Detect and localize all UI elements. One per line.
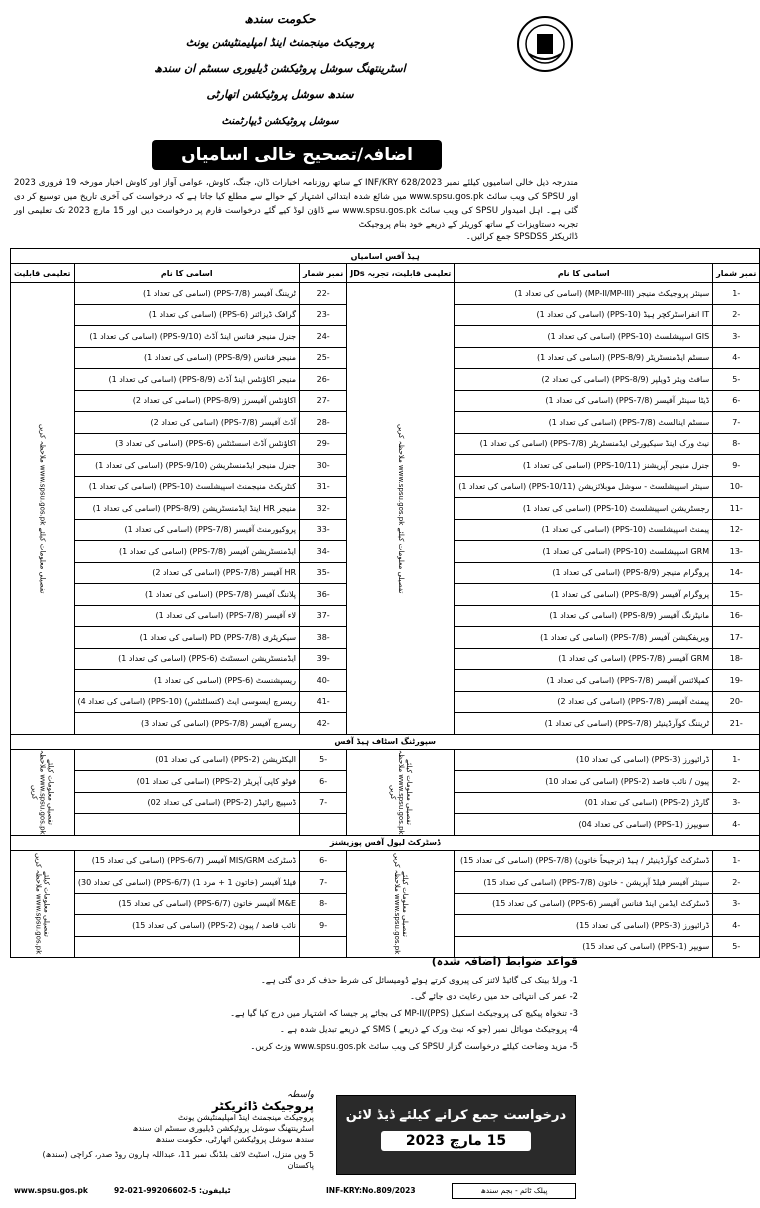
row-number: -19 [713, 670, 760, 692]
table-row [11, 283, 760, 305]
post-name: جنرل منیجر فنانس اینڈ آڈٹ (PPS-9/10) (اسامی کی تعداد 1) [74, 326, 299, 348]
row-number: -7 [713, 412, 760, 434]
row-number: -12 [713, 519, 760, 541]
row-number: -16 [713, 605, 760, 627]
row-number: -20 [713, 691, 760, 713]
row-number: -1 [713, 850, 760, 872]
post-name: GIS اسپیشلسٹ (PPS-10) (اسامی کی تعداد 1) [455, 326, 713, 348]
post-name: سافٹ ویئر ڈویلپر (PPS-8/9) (اسامی کی تعداد 2) [455, 369, 713, 391]
footer-phone: 92-021-99206602-5 :ٹیلیفون [114, 1186, 231, 1195]
via-label: واسطہ [286, 1090, 314, 1100]
govt-title: حکومت سندھ [244, 12, 316, 26]
row-number: -25 [300, 347, 347, 369]
row-number: -8 [300, 893, 347, 915]
publication-box: پبلک ٹائم - بجم سندھ [452, 1183, 576, 1199]
column-header: اسامی کا نام [455, 264, 713, 283]
section-row-supporting-staff [11, 734, 760, 749]
row-number: -35 [300, 562, 347, 584]
footer-ref: INF-KRY:No.809/2023 [326, 1186, 416, 1195]
post-name: گرافک ڈیزائنر (PPS-6) (اسامی کی تعداد 1) [74, 304, 299, 326]
column-header: نمبر شمار [713, 264, 760, 283]
section-title: ہیڈ آفس اسامیاں [11, 249, 760, 264]
post-name: ڈسٹرکٹ کوآرڈینیٹر / ہیڈ (ترجیحاً خاتون) (PPS-7/8) (اسامی کی تعداد 15) [455, 850, 713, 872]
post-name: مانیٹرنگ آفیسر (PPS-8/9) (اسامی کی تعداد 1) [455, 605, 713, 627]
list-item: 2- عمر کی انتہائی حد میں رعایت دی جائے گی۔ [410, 991, 578, 1002]
list-item: 1- ورلڈ بینک کی گائیڈ لائنز کی پیروی کرتے ہوئے ڈومیسائل کی شرط حذف کر دی گئی ہے۔ [260, 975, 578, 985]
post-name: الیکٹریشن (PPS-2) (اسامی کی تعداد 01) [74, 749, 299, 771]
post-name: ایڈمنسٹریشن اسسٹنٹ (PPS-6) (اسامی کی تعداد 1) [74, 648, 299, 670]
table-row [11, 749, 760, 771]
row-number: -9 [300, 915, 347, 937]
rules-title: قواعد ضوابط (اضافہ شدہ) [431, 955, 578, 968]
row-number: -30 [300, 455, 347, 477]
post-name: سسٹم ایڈمنسٹریٹر (PPS-8/9) (اسامی کی تعداد 1) [455, 347, 713, 369]
post-name: جنرل منیجر ایڈمنسٹریشن (PPS-9/10) (اسامی کی تعداد 1) [74, 455, 299, 477]
post-name: منیجر فنانس (PPS-8/9) (اسامی کی تعداد 1) [74, 347, 299, 369]
row-number: -13 [713, 541, 760, 563]
post-name: پروگرام آفیسر (PPS-8/9) (اسامی کی تعداد 1) [455, 584, 713, 606]
qualification-note: تفصیلی معلومات کیلئے www.spsu.gos.pk ملاحظہ کریں [11, 850, 75, 958]
post-name: IT انفراسٹرکچر ہیڈ (PPS-10) (اسامی کی تعداد 1) [455, 304, 713, 326]
footer-website: www.spsu.gos.pk [14, 1186, 88, 1195]
post-name: اکاؤنٹس آڈٹ اسسٹنٹس (PPS-6) (اسامی کی تعداد 3) [74, 433, 299, 455]
intro-text [14, 176, 578, 232]
post-name: ڈیٹا سینٹر آفیسر (PPS-7/8) (اسامی کی تعداد 1) [455, 390, 713, 412]
post-name: ٹریننگ کوآرڈینیٹر (PPS-7/8) (اسامی کی تعداد 1) [455, 713, 713, 735]
post-name: جنرل منیجر آپریشنز (PPS-10/11) (اسامی کی تعداد 1) [455, 455, 713, 477]
row-number: -6 [300, 771, 347, 793]
section-title: ڈسٹرکٹ لیول آفس پوزیشنز [11, 835, 760, 850]
post-name: پیمنٹ اسپیشلسٹ (PPS-10) (اسامی کی تعداد 1) [455, 519, 713, 541]
post-name: فیلڈ آفیسر (خاتون 1 + مرد 1) (PPS-6/7) (اسامی کی تعداد 30) [74, 872, 299, 894]
deadline-date: 15 مارچ 2023 [381, 1131, 531, 1151]
list-item: 5- مزید وضاحت کیلئے درخواست گزار SPSU کی ویب سائٹ www.spsu.gos.pk وزٹ کریں۔ [250, 1040, 578, 1051]
post-name: سسٹم اینالسٹ (PPS-7/8) (اسامی کی تعداد 1) [455, 412, 713, 434]
post-name: سینئر پروجیکٹ منیجر (MP-II/MP-III) (اسامی کی تعداد 1) [455, 283, 713, 305]
row-number: -21 [713, 713, 760, 735]
row-number: -5 [300, 749, 347, 771]
director-line: اسٹرینتھنگ سوشل پروٹیکشن ڈیلیوری سسٹم ان سندھ [132, 1124, 314, 1133]
row-number: -26 [300, 369, 347, 391]
row-number: -15 [713, 584, 760, 606]
posts-table [10, 248, 760, 958]
row-number: -7 [300, 792, 347, 814]
row-number: -38 [300, 627, 347, 649]
rules-list [14, 972, 578, 1054]
deadline-box [336, 1095, 576, 1175]
row-number: -2 [713, 872, 760, 894]
row-number: -3 [713, 893, 760, 915]
row-number: -37 [300, 605, 347, 627]
qualification-note: تفصیلی معلومات کیلئے www.spsu.gos.pk ملاحظہ کریں [347, 283, 455, 735]
row-number: -28 [300, 412, 347, 434]
row-number: -2 [713, 771, 760, 793]
director-line: پروجیکٹ مینجمنٹ اینڈ امپلیمنٹیشن یونٹ [177, 1113, 314, 1122]
post-name: ڈسپیچ رائیڈر (PPS-2) (اسامی کی تعداد 02) [74, 792, 299, 814]
row-number: -10 [713, 476, 760, 498]
post-name: سینئر آفیسر فیلڈ آپریشن - خاتون (PPS-7/8) (اسامی کی تعداد 15) [455, 872, 713, 894]
director-address: 5 ویں منزل، اسٹیٹ لائف بلڈنگ نمبر 11، عبداللہ ہارون روڈ صدر، کراچی (سندھ) پاکستان [42, 1150, 314, 1170]
post-name: کمپلائنس آفیسر (PPS-7/8) (اسامی کی تعداد 1) [455, 670, 713, 692]
row-number: -4 [713, 814, 760, 836]
qualification-note: تفصیلی معلومات کیلئے www.spsu.gos.pk ملاحظہ کریں [11, 283, 75, 735]
column-header: تعلیمی قابلیت، تجربہ JDs [347, 264, 455, 283]
post-name: پیمنٹ آفیسر (PPS-7/8) (اسامی کی تعداد 2) [455, 691, 713, 713]
row-number: -1 [713, 283, 760, 305]
post-name: HR آفیسر (PPS-7/8) (اسامی کی تعداد 2) [74, 562, 299, 584]
row-number: -3 [713, 326, 760, 348]
post-name: GRM آفیسر (PPS-7/8) (اسامی کی تعداد 1) [455, 648, 713, 670]
row-number: -24 [300, 326, 347, 348]
empty-cell [74, 814, 299, 836]
post-name: رجسٹریشن اسپیشلسٹ (PPS-10) (اسامی کی تعداد 1) [455, 498, 713, 520]
post-name: ٹریننگ آفیسر (PPS-7/8) (اسامی کی تعداد 1) [74, 283, 299, 305]
intro-paragraph: مندرجہ ذیل خالی اسامیوں کیلئے نمبر INF/KRY 628/2023 کے ساتھ روزنامہ اخبارات ڈان، جنگ، کاوش، عوامی آواز اور کاوش اخبار مورخہ 19 فروری 2023 اور SPSU کی ویب سائٹ www.spsu.gos.pk میں شائع شدہ ابتدائی اشتہار کے حوالے سے مطلع کیا جاتا ہے کہ درخواست کی آخری تاریخ میں توسیع کر دی گئی ہے۔ اہل امیدوار SPSU کی ویب سائٹ www.spsu.gos.pk سے ڈاؤن لوڈ کیے گئے درخواست فارم پر درخواست دیں اور 15 مارچ 2023 تک تعلیمی اور تجربہ دستاویزات کے ساتھ کوریئر کے ذریعے خود بنام پروجیکٹ [14, 178, 579, 230]
post-name: فوٹو کاپی آپریٹر (PPS-2) (اسامی کی تعداد 01) [74, 771, 299, 793]
row-number: -33 [300, 519, 347, 541]
row-number: -42 [300, 713, 347, 735]
row-number: -17 [713, 627, 760, 649]
row-number: -31 [300, 476, 347, 498]
post-name: نائب قاصد / پیون (PPS-2) (اسامی کی تعداد 15) [74, 915, 299, 937]
row-number: -2 [713, 304, 760, 326]
post-name: سویپر (PPS-1) (اسامی کی تعداد 15) [455, 936, 713, 958]
post-name: ڈرائیورز (PPS-3) (اسامی کی تعداد 15) [455, 915, 713, 937]
row-number: -41 [300, 691, 347, 713]
section-row-district-level [11, 835, 760, 850]
post-name: ڈسٹرکٹ MIS/GRM آفیسر (PPS-6/7) (اسامی کی تعداد 15) [74, 850, 299, 872]
section-row-head-office [11, 249, 760, 264]
deadline-title: درخواست جمع کرانے کیلئے ڈیڈ لائن [345, 1108, 567, 1123]
row-number: -6 [300, 850, 347, 872]
banner-title: اضافہ/تصحیح خالی اسامیاں [152, 140, 442, 170]
authority-title: سندھ سوشل پروٹیکشن اتھارٹی [206, 88, 354, 101]
row-number: -6 [713, 390, 760, 412]
qualification-note: تفصیلی معلومات کیلئے www.spsu.gos.pk ملاحظہ کریں [11, 749, 75, 835]
row-number: -8 [713, 433, 760, 455]
government-seal-icon [515, 14, 575, 74]
post-name: نیٹ ورک اینڈ سیکیورٹی ایڈمنسٹریٹر (PPS-7/8) (اسامی کی تعداد 1) [455, 433, 713, 455]
director-block [14, 1090, 314, 1171]
post-name: پروکیورمنٹ آفیسر (PPS-7/8) (اسامی کی تعداد 1) [74, 519, 299, 541]
qualification-note: تفصیلی معلومات کیلئے www.spsu.gos.pk ملاحظہ کریں [347, 749, 455, 835]
table-header [11, 264, 760, 283]
column-header: تعلیمی قابلیت [11, 264, 75, 283]
row-number: -4 [713, 347, 760, 369]
row-number: -1 [713, 749, 760, 771]
row-number: -5 [713, 936, 760, 958]
director-title: پروجیکٹ ڈائریکٹر [211, 1099, 314, 1113]
post-name: گارڈز (PPS-2) (اسامی کی تعداد 01) [455, 792, 713, 814]
row-number: -29 [300, 433, 347, 455]
row-number: -34 [300, 541, 347, 563]
row-number: -9 [713, 455, 760, 477]
row-number: -22 [300, 283, 347, 305]
list-item: 3- تنخواہ پیکیج کی پروجیکٹ اسکیل MP-II/(PPS) کی بجائے پر جیسا کہ اشتہار میں درج کیا گیا ہے۔ [230, 1007, 578, 1018]
row-number: -7 [300, 872, 347, 894]
row-number: -14 [713, 562, 760, 584]
post-name: ویریفکیشن آفیسر (PPS-7/8) (اسامی کی تعداد 1) [455, 627, 713, 649]
post-name: سویپرز (PPS-1) (اسامی کی تعداد 04) [455, 814, 713, 836]
post-name: ریسرچ آفیسر (PPS-7/8) (اسامی کی تعداد 3) [74, 713, 299, 735]
row-number: -27 [300, 390, 347, 412]
row-number: -32 [300, 498, 347, 520]
row-number: -11 [713, 498, 760, 520]
column-header: اسامی کا نام [74, 264, 299, 283]
post-name: سیکریٹری PD (PPS-7/8) (اسامی کی تعداد 1) [74, 627, 299, 649]
post-name: سینئر اسپیشلسٹ - سوشل موبلائزیشن (PPS-10/11) (اسامی کی تعداد 1) [455, 476, 713, 498]
row-number: -18 [713, 648, 760, 670]
unit-title: پروجیکٹ مینجمنٹ اینڈ امپلیمنٹیشن یونٹ [185, 36, 375, 49]
row-number: -40 [300, 670, 347, 692]
empty-cell [300, 814, 347, 836]
director-line: سندھ سوشل پروٹیکشن اتھارٹی، حکومت سندھ [155, 1135, 314, 1144]
program-title: اسٹرینتھنگ سوشل پروٹیکشن ڈیلیوری سسٹم ان سندھ [154, 62, 406, 75]
department-title: سوشل پروٹیکشن ڈیپارٹمنٹ [221, 116, 339, 127]
column-header: نمبر شمار [300, 264, 347, 283]
row-number: -4 [713, 915, 760, 937]
post-name: کنٹریکٹ منیجمنٹ اسپیشلسٹ (PPS-10) (اسامی کی تعداد 1) [74, 476, 299, 498]
row-number: -36 [300, 584, 347, 606]
list-item: 4- پروجیکٹ موبائل نمبر (جو کہ نیٹ ورک کے ذریعے ) SMS کے ذریعے تبدیل شدہ ہے ۔ [279, 1024, 578, 1035]
row-number: -5 [713, 369, 760, 391]
post-name: منیجر HR اینڈ ایڈمنسٹریشن (PPS-8/9) (اسامی کی تعداد 1) [74, 498, 299, 520]
post-name: پلاننگ آفیسر (PPS-7/8) (اسامی کی تعداد 1) [74, 584, 299, 606]
post-name: آڈٹ آفیسر (PPS-7/8) (اسامی کی تعداد 2) [74, 412, 299, 434]
post-name: منیجر اکاؤنٹس اینڈ آڈٹ (PPS-8/9) (اسامی کی تعداد 1) [74, 369, 299, 391]
post-name: پیون / نائب قاصد (PPS-2) (اسامی کی تعداد 10) [455, 771, 713, 793]
row-number: -39 [300, 648, 347, 670]
post-name: پروگرام منیجر (PPS-8/9) (اسامی کی تعداد 1) [455, 562, 713, 584]
table-row [11, 850, 760, 872]
post-name: ریسرچ ایسوسی ایٹ (کنسلٹنٹس) (PPS-10) (اسامی کی تعداد 4) [74, 691, 299, 713]
post-name: اکاؤنٹس آفیسرز (PPS-8/9) (اسامی کی تعداد 2) [74, 390, 299, 412]
post-name: ڈسٹرکٹ ایڈمن اینڈ فنانس آفیسر (PPS-6) (اسامی کی تعداد 15) [455, 893, 713, 915]
intro-closing: ڈائریکٹر SPSDSS جمع کرائیں۔ [465, 232, 578, 242]
qualification-note: تفصیلی معلومات کیلئے www.spsu.gos.pk ملاحظہ کریں [347, 850, 455, 958]
post-name: ریسپشنسٹ (PPS-6) (اسامی کی تعداد 1) [74, 670, 299, 692]
post-name: M&E آفیسر خاتون (PPS-6/7) (اسامی کی تعداد 15) [74, 893, 299, 915]
row-number: -23 [300, 304, 347, 326]
post-name: ڈرائیورز (PPS-3) (اسامی کی تعداد 10) [455, 749, 713, 771]
post-name: ایڈمنسٹریشن آفیسر (PPS-7/8) (اسامی کی تعداد 1) [74, 541, 299, 563]
section-title: سپورٹنگ اسٹاف ہیڈ آفس [11, 734, 760, 749]
row-number: -3 [713, 792, 760, 814]
post-name: GRM اسپیشلسٹ (PPS-10) (اسامی کی تعداد 1) [455, 541, 713, 563]
post-name: لاء آفیسر (PPS-7/8) (اسامی کی تعداد 1) [74, 605, 299, 627]
